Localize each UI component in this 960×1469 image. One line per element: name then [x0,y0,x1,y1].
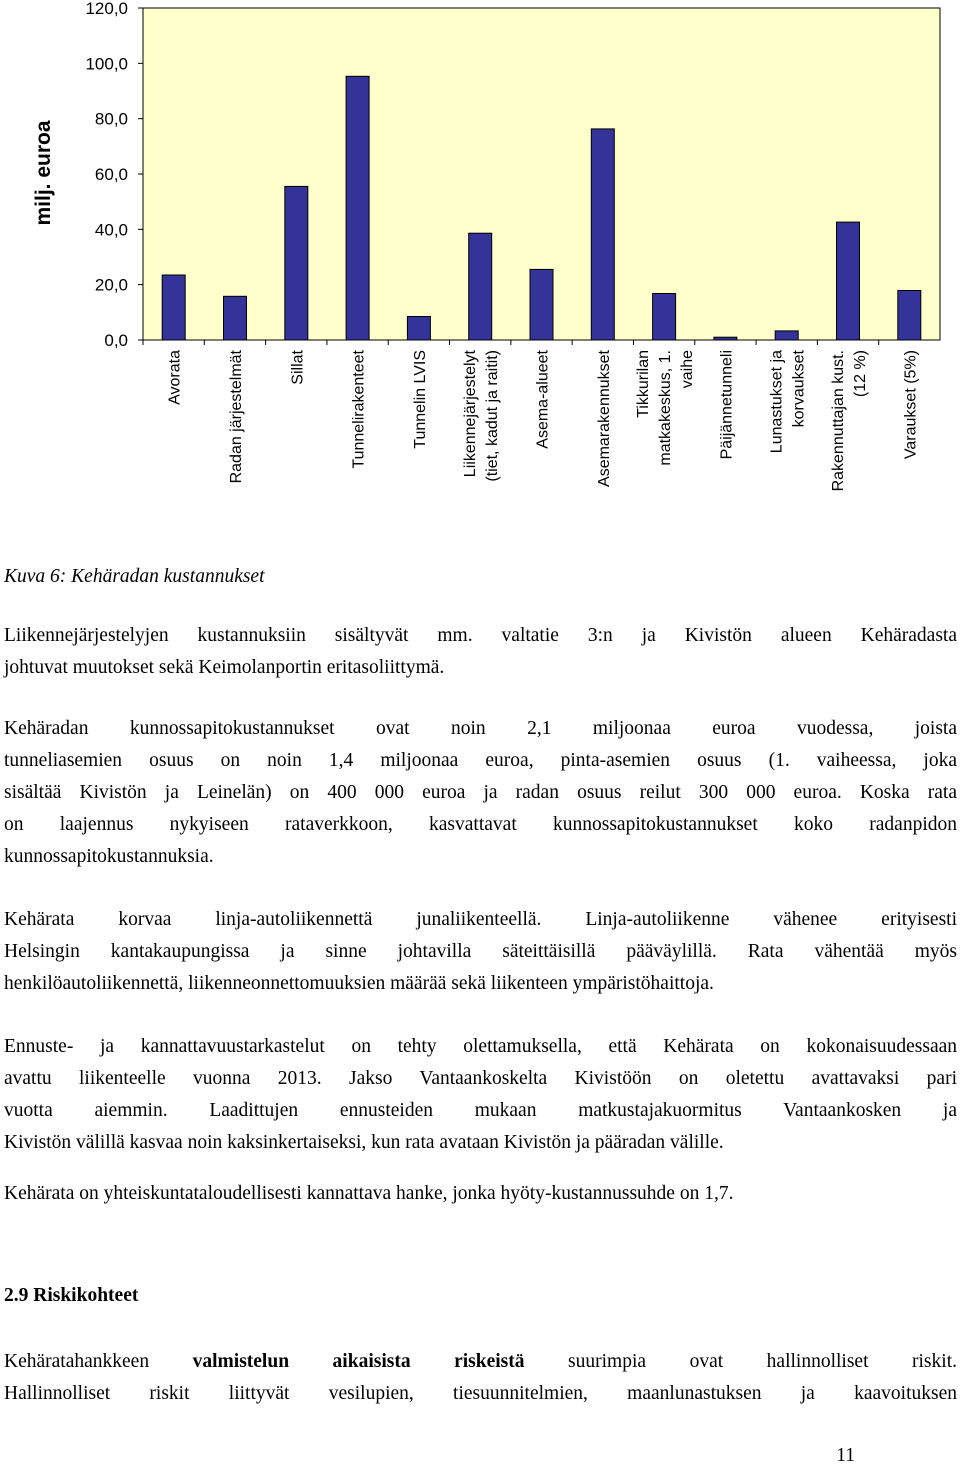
x-tick-label: matkakeskus, 1. [657,350,675,466]
bar [775,331,798,340]
y-tick-label: 60,0 [94,165,128,184]
text-line: johtuvat muutokset sekä Keimolanportin eritasoliittymä. [4,657,445,678]
bar [162,275,185,340]
text-line: henkilöautoliikennettä, liikenneonnettomuuksien määrää sekä liikenteen ympäristöhaittoja. [4,973,714,994]
paragraph-5 [4,1178,957,1210]
text-line: Ennuste- ja kannattavuustarkastelut on tehty olettamuksella, että Kehärata on kokonaisuudessaan [4,1036,957,1057]
paragraph-6 [4,1346,957,1410]
text-line: Kehärata korvaa linja-autoliikennettä junaliikenteellä. Linja-autoliikenne vähenee erityisesti [4,909,957,930]
bar [898,291,921,341]
paragraph-3 [4,904,957,1000]
y-tick-label: 100,0 [85,54,128,74]
text-line: tunneliasemien osuus on noin 1,4 miljoonaa euroa, pinta-asemien osuus (1. vaiheessa, joka [4,750,957,771]
text-run: suurimpia ovat hallinnolliset riskit. [524,1351,957,1372]
x-tick-label: Liikennejärjestelyt [462,350,480,478]
bar [224,296,247,340]
y-tick-label: 80,0 [94,109,128,129]
bar [346,76,369,340]
text-line: sisältää Kivistön ja Leinelän) on 400 000 euroa ja radan osuus reilut 300 000 euroa. Koska rata [4,782,957,803]
text-line: avattu liikenteelle vuonna 2013. Jakso Vantaankoskelta Kivistöön on oletettu avattavaksi pari [4,1068,957,1089]
text-line: Kehäradan kunnossapitokustannukset ovat noin 2,1 miljoonaa euroa vuodessa, joista [4,718,957,739]
bar [469,233,492,340]
x-tick-label: Avorata [166,350,184,405]
y-tick-label: 0,0 [104,331,128,350]
x-tick-label: Tikkurilan [635,350,653,418]
bar [714,337,737,340]
bar [837,222,860,340]
y-tick-label: 20,0 [94,275,128,295]
x-tick-label: Asemarakennukset [595,350,613,487]
text-line: Hallinnolliset riskit liittyvät vesilupien, tiesuunnitelmien, maanlunastuksen ja kaavoituksen [4,1383,957,1404]
y-axis-title: milj. euroa [32,120,55,226]
x-tick-label: Radan järjestelmät [228,350,245,484]
x-tick-label: Tunnelirakenteet [350,350,368,469]
figure-caption: Kuva 6: Kehäradan kustannukset [4,566,265,587]
x-tick-label: Päijännetunneli [718,350,736,460]
x-tick-label: Sillat [289,350,307,385]
text-run: Kehäratahankkeen [4,1351,193,1372]
page-number: 11 [836,1445,855,1466]
x-tick-label: Lunastukset ja [768,350,786,454]
x-tick-label: (tiet, kadut ja raitit) [484,350,502,482]
section-heading: 2.9 Riskikohteet [4,1285,139,1306]
x-tick-label: vaihe [679,350,697,389]
bar [407,317,430,341]
x-tick-label: Varaukset (5%) [902,350,920,460]
paragraph-1 [4,620,957,684]
bar [591,129,614,340]
text-line: Kehärata on yhteiskuntataloudellisesti kannattava hanke, jonka hyöty-kustannussuhde on 1,7. [4,1183,734,1204]
cost-bar-chart [0,0,960,545]
bold-text: valmistelun aikaisista riskeistä [192,1351,525,1372]
text-line: Liikennejärjestelyjen kustannuksiin sisältyvät mm. valtatie 3:n ja Kivistön alueen Kehäradasta [4,625,957,646]
paragraph-2 [4,713,957,873]
bar [530,269,553,340]
bar [653,294,676,341]
x-axis-labels [143,340,919,491]
text-line: vuotta aiemmin. Laadittujen ennusteiden mukaan matkustajakuormitus Vantaankosken ja [4,1100,957,1121]
x-tick-label: Rakennuttajan kust. [830,350,847,492]
y-tick-label: 40,0 [94,220,128,240]
text-line: Helsingin kantakaupungissa ja sinne johtavilla säteittäisillä pääväylillä. Rata vähentää myös [4,941,957,962]
paragraph-4 [4,1031,957,1159]
x-tick-label: Tunnelin LVIS [411,350,429,449]
x-tick-label: korvaukset [790,350,808,428]
text-line [4,1346,957,1378]
text-line: Kivistön välillä kasvaa noin kaksinkertaiseksi, kun rata avataan Kivistön ja pääradan välille. [4,1132,724,1153]
x-tick-label: Asema-alueet [534,350,552,449]
text-line: kunnossapitokustannuksia. [4,846,214,867]
y-tick-label: 120,0 [85,0,128,18]
bar [285,186,308,340]
text-line: on laajennus nykyiseen rataverkkoon, kasvattavat kunnossapitokustannukset koko radanpidon [4,814,957,835]
x-tick-label: (12 %) [852,350,869,398]
y-axis-ticks [85,0,143,350]
